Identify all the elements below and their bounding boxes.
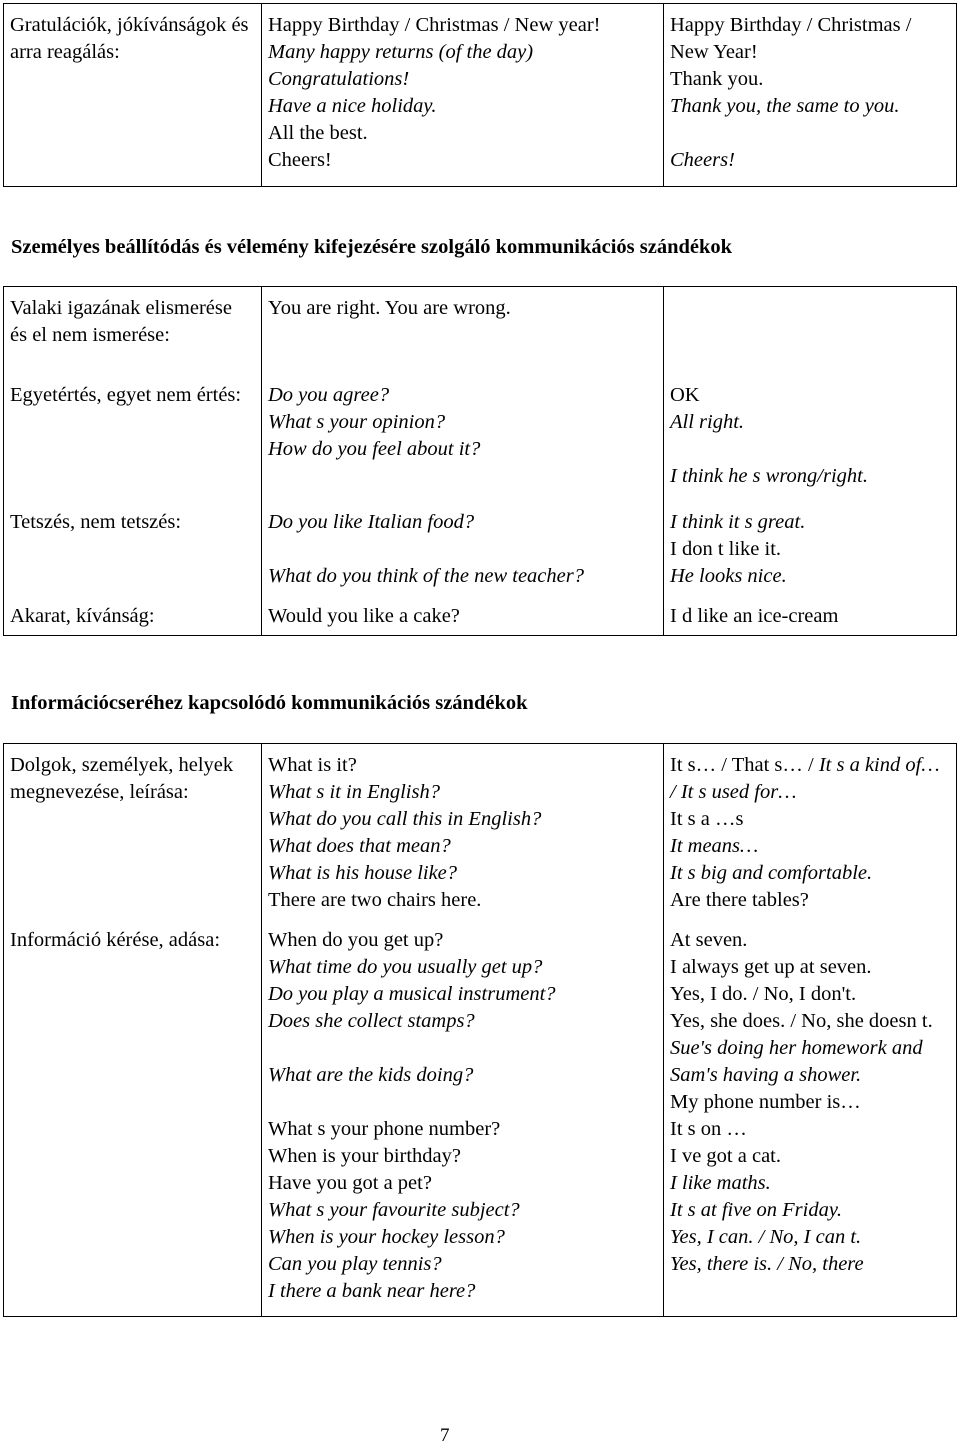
phrase: You are right. You are wrong. [268, 297, 511, 319]
phrase: There are two chairs here. [268, 889, 482, 911]
category-label: Valaki igazának elismerése és el nem ismerése: [10, 297, 232, 346]
phrase: What s your phone number? [268, 1118, 501, 1140]
phrase: I there a bank near here? [268, 1280, 476, 1302]
response: I ve got a cat. [670, 1145, 781, 1167]
phrase: What s your favourite subject? [268, 1199, 520, 1221]
phrase: What is it? [268, 754, 357, 776]
response-part: It s… / That s… / [670, 754, 819, 776]
opinion-table [3, 286, 957, 636]
phrase [268, 1035, 655, 1062]
phrase: Congratulations! [268, 68, 410, 90]
response: It s at five on Friday. [670, 1199, 842, 1221]
response: He looks nice. [670, 565, 787, 587]
phrase: How do you feel about it? [268, 438, 481, 460]
response: I don t like it. [670, 538, 782, 560]
phrase: What do you think of the new teacher? [268, 565, 584, 587]
phrase: When is your birthday? [268, 1145, 461, 1167]
response: Yes, there is. / No, there [670, 1253, 864, 1275]
phrases-cell [262, 287, 664, 383]
phrase: Would you like a cake? [268, 605, 460, 627]
phrase: What does that mean? [268, 835, 451, 857]
phrase: Do you like Italian food? [268, 511, 475, 533]
phrase: Happy Birthday / Christmas / New year! [268, 14, 601, 36]
response: I like maths. [670, 1172, 771, 1194]
category-cell [4, 744, 262, 928]
category-label: Tetszés, nem tetszés: [10, 511, 182, 533]
responses-cell [664, 927, 957, 1317]
phrase: Have you got a pet? [268, 1172, 432, 1194]
phrase: Does she collect stamps? [268, 1010, 475, 1032]
phrase [268, 1089, 655, 1116]
phrase: What s your opinion? [268, 411, 446, 433]
phrases-cell [262, 744, 664, 928]
information-table [3, 743, 957, 1317]
phrase: All the best. [268, 122, 368, 144]
page-number: 7 [440, 1425, 450, 1446]
category-label: Dolgok, személyek, helyek megnevezése, leírása: [10, 754, 234, 803]
category-cell [4, 509, 262, 603]
table-row [4, 287, 957, 383]
response: Happy Birthday / Christmas / New Year! [670, 14, 912, 63]
phrases-cell [262, 927, 664, 1317]
category-label: Gratulációk, jókívánságok és arra reagálás: [10, 14, 249, 63]
phrases-cell [262, 4, 664, 187]
response [670, 752, 948, 806]
phrase: Many happy returns (of the day) [268, 41, 534, 63]
responses-cell [664, 509, 957, 603]
phrase: Do you agree? [268, 384, 390, 406]
responses-cell [664, 287, 957, 383]
response: OK [670, 384, 700, 406]
table-row [4, 744, 957, 928]
phrases-cell [262, 382, 664, 509]
section-heading: Személyes beállítódás és vélemény kifejezésére szolgáló kommunikációs szándékok [11, 236, 733, 258]
phrase: What s it in English? [268, 781, 440, 803]
table-row [4, 927, 957, 1317]
section-heading: Információcseréhez kapcsolódó kommunikációs szándékok [11, 692, 528, 714]
response: Are there tables? [670, 889, 809, 911]
phrase: What time do you usually get up? [268, 956, 543, 978]
category-label: Akarat, kívánság: [10, 605, 155, 627]
table-row [4, 603, 957, 636]
response: Yes, she does. / No, she doesn t. [670, 1010, 933, 1032]
phrases-cell [262, 509, 664, 603]
response: Sue's doing her homework and Sam's having a shower. [670, 1037, 923, 1086]
response: Thank you. [670, 68, 764, 90]
phrase: When is your hockey lesson? [268, 1226, 505, 1248]
response: Yes, I can. / No, I can t. [670, 1226, 862, 1248]
table-row [4, 382, 957, 509]
category-label: Információ kérése, adása: [10, 929, 221, 951]
response: I think he s wrong/right. [670, 465, 868, 487]
category-cell [4, 927, 262, 1317]
category-cell [4, 287, 262, 383]
response: I d like an ice-cream [670, 605, 839, 627]
congratulations-table [3, 3, 957, 187]
response: All right. [670, 411, 745, 433]
response: It means… [670, 835, 759, 857]
table-row [4, 4, 957, 187]
phrase: Can you play tennis? [268, 1253, 442, 1275]
phrase: What is his house like? [268, 862, 458, 884]
category-cell [4, 382, 262, 509]
response-part: It s a kind of… / It s used for… [670, 754, 940, 803]
category-cell [4, 603, 262, 636]
responses-cell [664, 4, 957, 187]
response: I think it s great. [670, 511, 806, 533]
response: Yes, I do. / No, I don't. [670, 983, 857, 1005]
category-cell [4, 4, 262, 187]
response [670, 120, 948, 147]
responses-cell [664, 603, 957, 636]
responses-cell [664, 744, 957, 928]
category-label: Egyetértés, egyet nem értés: [10, 384, 242, 406]
phrase: When do you get up? [268, 929, 444, 951]
response: It s on … [670, 1118, 747, 1140]
response: It s a …s [670, 808, 744, 830]
table-row [4, 509, 957, 603]
response: Thank you, the same to you. [670, 95, 900, 117]
phrase: What do you call this in English? [268, 808, 542, 830]
response: Cheers! [670, 149, 735, 171]
phrase: Do you play a musical instrument? [268, 983, 556, 1005]
response: It s big and comfortable. [670, 862, 873, 884]
phrase: What are the kids doing? [268, 1064, 474, 1086]
phrase: Have a nice holiday. [268, 95, 437, 117]
phrases-cell [262, 603, 664, 636]
response: My phone number is… [670, 1091, 861, 1113]
response: At seven. [670, 929, 748, 951]
responses-cell [664, 382, 957, 509]
response: I always get up at seven. [670, 956, 872, 978]
phrase: Cheers! [268, 149, 332, 171]
